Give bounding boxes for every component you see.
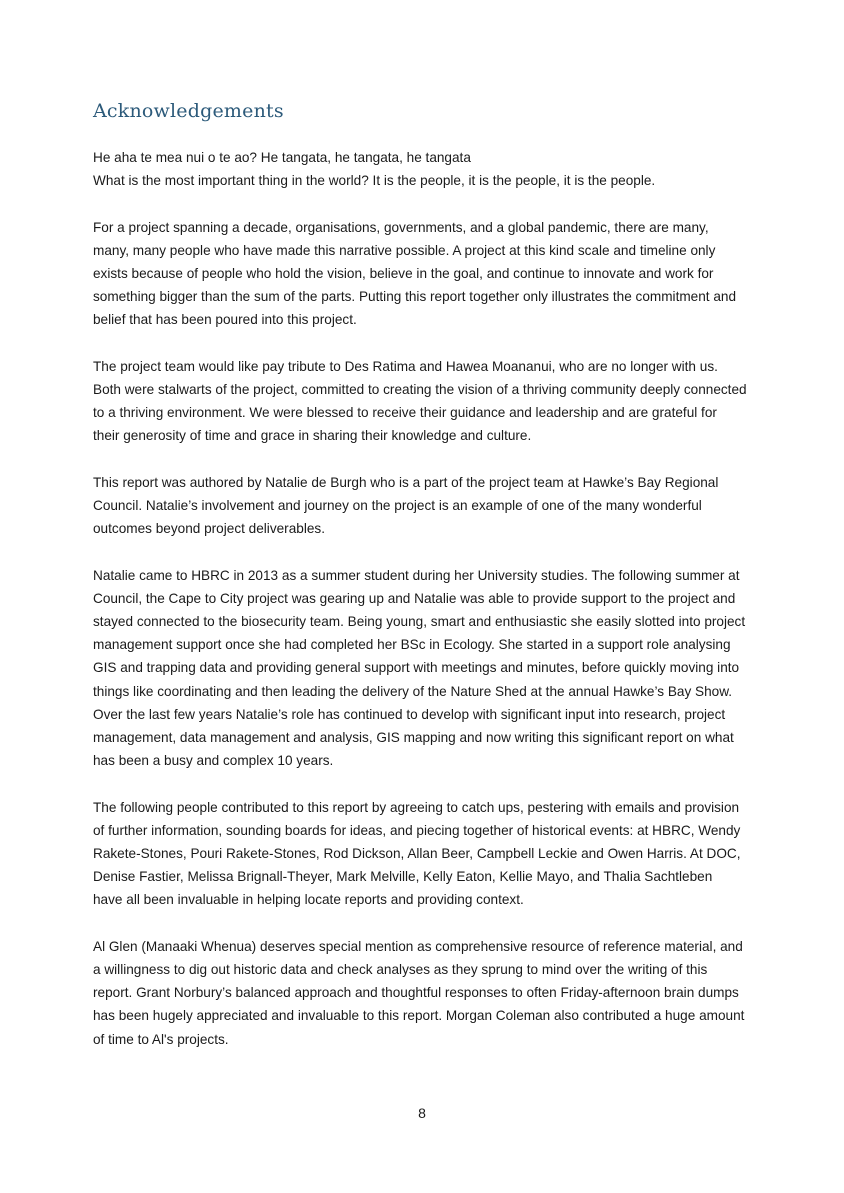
paragraph-line: Both were stalwarts of the project, committed to creating the vision of a thriving community deeply connected bbox=[93, 382, 747, 397]
paragraph-line: The project team would like pay tribute to Des Ratima and Hawea Moananui, who are no longer with us. bbox=[93, 358, 718, 374]
paragraph-line: This report was authored by Natalie de Burgh who is a part of the project team at Hawke’s Bay Regional bbox=[93, 474, 719, 490]
paragraph-line: management, data management and analysis, GIS mapping and now writing this significant report on what bbox=[93, 730, 734, 746]
paragraph-line: a willingness to dig out historic data and check analyses as they sprung to mind over the writing of this bbox=[93, 962, 708, 978]
paragraph-line: Al Glen (Manaaki Whenua) deserves special mention as comprehensive resource of reference material, and bbox=[93, 938, 743, 954]
body-paragraph bbox=[93, 355, 753, 448]
body-paragraph bbox=[93, 564, 753, 773]
paragraph-line: of further information, sounding boards for ideas, and piecing together of historical events: at HBRC, Wendy bbox=[93, 822, 741, 838]
paragraph-line: Denise Fastier, Melissa Brignall-Theyer, Mark Melville, Kelly Eaton, Kellie Mayo, and Thalia Sachtleben bbox=[93, 869, 713, 885]
paragraph-line: has been a busy and complex 10 years. bbox=[93, 753, 334, 769]
paragraph-line: have all been invaluable in helping locate reports and providing context. bbox=[93, 892, 524, 908]
proverb-paragraph bbox=[93, 146, 753, 192]
paragraph-line: management support once she had completed her BSc in Ecology. She started in a support role analysing bbox=[93, 637, 731, 653]
paragraph-line: Natalie came to HBRC in 2013 as a summer student during her University studies. The following summer at bbox=[93, 567, 740, 583]
paragraph-line: stayed connected to the biosecurity team. Being young, smart and enthusiastic she easily slotted into project bbox=[93, 614, 746, 629]
paragraph-line: exists because of people who hold the vision, believe in the goal, and continue to innovate and work for bbox=[93, 266, 714, 281]
body-paragraph bbox=[93, 935, 753, 1051]
proverb-english: What is the most important thing in the world? It is the people, it is the people, it is the people. bbox=[93, 173, 656, 189]
paragraph-line: belief that has been poured into this project. bbox=[93, 312, 357, 328]
body-paragraphs bbox=[93, 216, 753, 1051]
paragraph-line: of time to Al's projects. bbox=[93, 1031, 229, 1047]
paragraph-line: Rakete-Stones, Pouri Rakete-Stones, Rod Dickson, Allan Beer, Campbell Leckie and Owen Harris. At DOC, bbox=[93, 846, 741, 862]
paragraph-line: outcomes beyond project deliverables. bbox=[93, 521, 325, 537]
paragraph-line: Council, the Cape to City project was gearing up and Natalie was able to provide support to the project and bbox=[93, 590, 736, 606]
proverb-maori: He aha te mea nui o te ao? He tangata, he tangata, he tangata bbox=[93, 150, 471, 165]
section-heading: Acknowledgements bbox=[93, 100, 284, 122]
page-number: 8 bbox=[418, 1105, 426, 1121]
paragraph-line: report. Grant Norbury’s balanced approach and thoughtful responses to often Friday-afternoon brain dumps bbox=[93, 985, 739, 1001]
paragraph-line: GIS and trapping data and providing general support with meetings and minutes, before quickly moving into bbox=[93, 660, 740, 676]
page-content bbox=[93, 98, 753, 1074]
paragraph-line: has been hugely appreciated and invaluable to this report. Morgan Coleman also contributed a huge amount bbox=[93, 1008, 745, 1024]
paragraph-line: The following people contributed to this report by agreeing to catch ups, pestering with emails and provision bbox=[93, 799, 740, 815]
body-paragraph bbox=[93, 796, 753, 912]
paragraph-line: Council. Natalie’s involvement and journey on the project is an example of one of the many wonderful bbox=[93, 498, 702, 513]
body-paragraph bbox=[93, 216, 753, 332]
body-paragraph bbox=[93, 471, 753, 541]
paragraph-line: things like coordinating and then leading the delivery of the Nature Shed at the annual Hawke’s Bay Show. bbox=[93, 683, 733, 699]
paragraph-line: their generosity of time and grace in sharing their knowledge and culture. bbox=[93, 428, 532, 444]
paragraph-line: Over the last few years Natalie’s role has continued to develop with significant input into research, project bbox=[93, 706, 726, 722]
paragraph-line: many, many people who have made this narrative possible. A project at this kind scale and timeline only bbox=[93, 242, 716, 258]
paragraph-line: something bigger than the sum of the parts. Putting this report together only illustrates the commitment and bbox=[93, 289, 737, 305]
paragraph-line: to a thriving environment. We were blessed to receive their guidance and leadership and are grateful for bbox=[93, 405, 717, 421]
paragraph-line: For a project spanning a decade, organisations, governments, and a global pandemic, there are many, bbox=[93, 219, 709, 235]
